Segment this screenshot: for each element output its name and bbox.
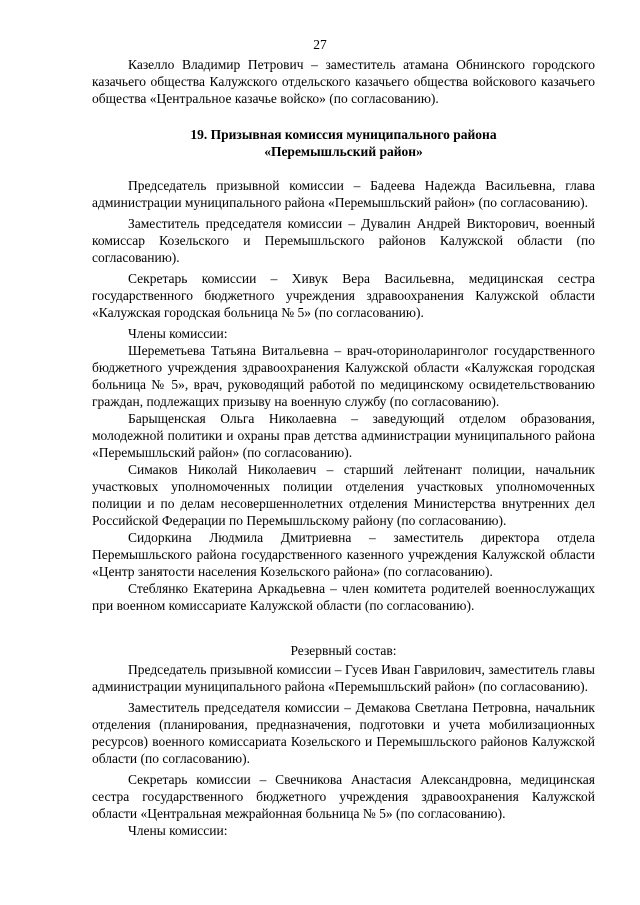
member-paragraph: Стеблянко Екатерина Аркадьевна – член комитета родителей военнослужащих при военном комиссариате Калужской области (по согласованию).: [92, 581, 595, 613]
reserve-chairman-paragraph: Председатель призывной комиссии – Гусев Иван Гаврилович, заместитель главы администрации муниципального района «Перемышльский район» (по согласованию).: [92, 662, 595, 694]
document-body: [92, 56, 595, 839]
chairman-paragraph: Председатель призывной комиссии – Бадеева Надежда Васильевна, глава администрации муниципального района «Перемышльский район» (по согласованию).: [92, 178, 595, 210]
reserve-title: Резервный состав:: [290, 643, 397, 658]
member-paragraph: Барыщенская Ольга Николаевна – заведующий отделом образования, молодежной политики и охраны прав детства администрации муниципального района «Перемышльский район» (по согласованию).: [92, 411, 595, 460]
section-heading: [92, 126, 595, 160]
member-paragraph: Сидоркина Людмила Дмитриевна – заместитель директора отдела Перемышльского района государственного казенного учреждения Калужской области «Центр занятости населения Козельского района» (по согласованию).: [92, 530, 595, 579]
deputy-paragraph: Заместитель председателя комиссии – Дувалин Андрей Викторович, военный комиссар Козельского и Перемышльского районов Калужской области (по согласованию).: [92, 216, 595, 265]
member-paragraph: Шереметьева Татьяна Витальевна – врач-оториноларинголог государственного бюджетного учреждения здравоохранения Калужской области «Калужская городская больница № 5», врач, руководящий работой по медицинскому освидетельствованию граждан, подлежащих призыву на военную службу (по согласованию).: [92, 343, 595, 409]
reserve-deputy-paragraph: Заместитель председателя комиссии – Демакова Светлана Петровна, начальник отделения (планирования, предназначения, подготовки и учета мобилизационных ресурсов) военного комиссариата Козельского и Перемышльского районов Калужской области (по согласованию).: [92, 700, 595, 766]
section-title-line1: 19. Призывная комиссия муниципального района: [190, 127, 497, 142]
reserve-secretary-paragraph: Секретарь комиссии – Свечникова Анастасия Александровна, медицинская сестра государственного бюджетного учреждения здравоохранения Калужской области «Центральная межрайонная больница № 5» (по согласованию).: [92, 772, 595, 821]
members-label: Члены комиссии:: [128, 326, 228, 341]
intro-paragraph: Казелло Владимир Петрович – заместитель атамана Обнинского городского казачьего общества Калужского отдельского казачьего общества войскового казачьего общества «Центральное казачье войско» (по согласованию).: [92, 57, 595, 106]
member-paragraph: Симаков Николай Николаевич – старший лейтенант полиции, начальник участковых уполномоченных полиции отделения участковых уполномоченных полиции и по делам несовершеннолетних отделения Министерства внутренних дел Российской Федерации по Перемышльскому району (по согласованию).: [92, 462, 595, 528]
section-title-line2: «Перемышльский район»: [264, 144, 423, 159]
secretary-paragraph: Секретарь комиссии – Хивук Вера Васильевна, медицинская сестра государственного бюджетного учреждения здравоохранения Калужской области «Калужская городская больница № 5» (по согласованию).: [92, 271, 595, 320]
page-number: 27: [313, 37, 327, 52]
reserve-members-label: Члены комиссии:: [128, 823, 228, 838]
